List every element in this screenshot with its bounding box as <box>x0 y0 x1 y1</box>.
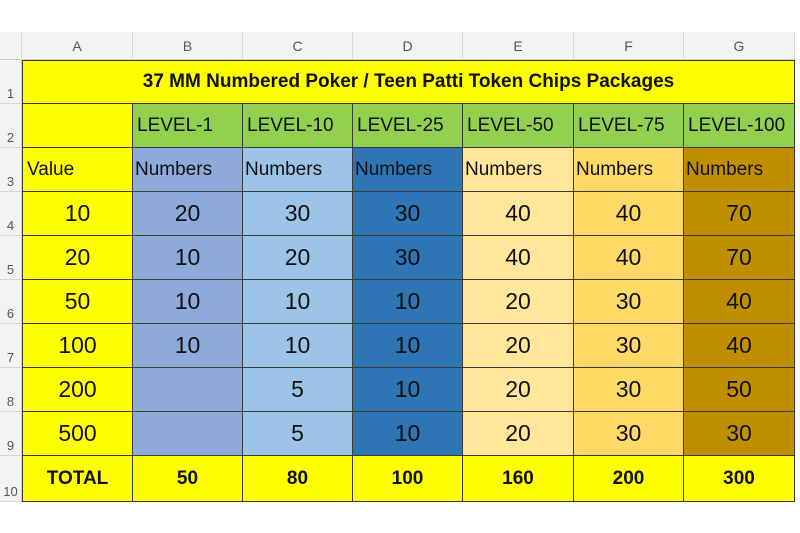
count-cell[interactable]: 10 <box>133 236 243 280</box>
value-cell[interactable]: 50 <box>22 280 133 324</box>
count-cell[interactable]: 10 <box>353 324 463 368</box>
row-header-2[interactable]: 2 <box>0 104 22 148</box>
level-header[interactable]: LEVEL-50 <box>463 104 574 148</box>
row-header-9[interactable]: 9 <box>0 412 22 456</box>
count-cell[interactable]: 20 <box>243 236 353 280</box>
row-header-3[interactable]: 3 <box>0 148 22 192</box>
row-header-1[interactable]: 1 <box>0 60 22 104</box>
column-header-e[interactable]: E <box>463 32 574 60</box>
count-cell[interactable]: 20 <box>463 412 574 456</box>
numbers-header[interactable]: Numbers <box>243 148 353 192</box>
spreadsheet <box>0 32 800 502</box>
column-header-f[interactable]: F <box>574 32 684 60</box>
count-cell[interactable]: 40 <box>463 192 574 236</box>
value-cell[interactable]: 500 <box>22 412 133 456</box>
column-header-g[interactable]: G <box>684 32 795 60</box>
count-cell[interactable]: 10 <box>353 412 463 456</box>
total-cell[interactable]: 300 <box>684 456 795 502</box>
count-cell[interactable]: 50 <box>684 368 795 412</box>
row-header-10[interactable]: 10 <box>0 456 22 502</box>
numbers-header[interactable]: Numbers <box>463 148 574 192</box>
count-cell[interactable]: 10 <box>353 368 463 412</box>
value-cell[interactable]: 100 <box>22 324 133 368</box>
column-header-a[interactable]: A <box>22 32 133 60</box>
count-cell[interactable]: 20 <box>463 368 574 412</box>
count-cell[interactable]: 30 <box>353 236 463 280</box>
count-cell[interactable]: 40 <box>574 236 684 280</box>
total-cell[interactable]: 50 <box>133 456 243 502</box>
count-cell[interactable]: 40 <box>463 236 574 280</box>
count-cell[interactable]: 30 <box>353 192 463 236</box>
value-cell[interactable]: 20 <box>22 236 133 280</box>
total-cell[interactable]: 160 <box>463 456 574 502</box>
count-cell[interactable]: 30 <box>684 412 795 456</box>
count-cell[interactable]: 10 <box>133 280 243 324</box>
column-header-b[interactable]: B <box>133 32 243 60</box>
count-cell[interactable]: 5 <box>243 412 353 456</box>
count-cell[interactable]: 40 <box>684 324 795 368</box>
row-header-5[interactable]: 5 <box>0 236 22 280</box>
numbers-header[interactable]: Numbers <box>353 148 463 192</box>
count-cell[interactable]: 20 <box>133 192 243 236</box>
level-header[interactable]: LEVEL-25 <box>353 104 463 148</box>
numbers-header[interactable]: Numbers <box>133 148 243 192</box>
count-cell[interactable]: 30 <box>243 192 353 236</box>
level-header[interactable]: LEVEL-1 <box>133 104 243 148</box>
row-header-7[interactable]: 7 <box>0 324 22 368</box>
row-header-8[interactable]: 8 <box>0 368 22 412</box>
numbers-header[interactable]: Numbers <box>684 148 795 192</box>
count-cell[interactable]: 30 <box>574 324 684 368</box>
row-header-6[interactable]: 6 <box>0 280 22 324</box>
column-header-d[interactable]: D <box>353 32 463 60</box>
count-cell[interactable]: 40 <box>684 280 795 324</box>
select-all-corner[interactable] <box>0 32 22 60</box>
count-cell[interactable]: 10 <box>353 280 463 324</box>
column-header-c[interactable]: C <box>243 32 353 60</box>
count-cell[interactable]: 30 <box>574 412 684 456</box>
count-cell[interactable] <box>133 412 243 456</box>
value-cell[interactable]: 10 <box>22 192 133 236</box>
value-cell[interactable]: 200 <box>22 368 133 412</box>
count-cell[interactable]: 40 <box>574 192 684 236</box>
level-header[interactable]: LEVEL-100 <box>684 104 795 148</box>
total-cell[interactable]: 80 <box>243 456 353 502</box>
total-label[interactable]: TOTAL <box>22 456 133 502</box>
count-cell[interactable]: 10 <box>243 324 353 368</box>
count-cell[interactable]: 30 <box>574 280 684 324</box>
numbers-header[interactable]: Numbers <box>574 148 684 192</box>
count-cell[interactable]: 20 <box>463 324 574 368</box>
count-cell[interactable]: 30 <box>574 368 684 412</box>
level-header[interactable]: LEVEL-10 <box>243 104 353 148</box>
count-cell[interactable]: 5 <box>243 368 353 412</box>
total-cell[interactable]: 200 <box>574 456 684 502</box>
level-header[interactable]: LEVEL-75 <box>574 104 684 148</box>
title-cell[interactable]: 37 MM Numbered Poker / Teen Patti Token Chips Packages <box>22 60 795 104</box>
value-header[interactable]: Value <box>22 148 133 192</box>
count-cell[interactable] <box>133 368 243 412</box>
count-cell[interactable]: 20 <box>463 280 574 324</box>
count-cell[interactable]: 70 <box>684 192 795 236</box>
count-cell[interactable]: 10 <box>133 324 243 368</box>
cell-a2[interactable] <box>22 104 133 148</box>
count-cell[interactable]: 10 <box>243 280 353 324</box>
row-header-4[interactable]: 4 <box>0 192 22 236</box>
total-cell[interactable]: 100 <box>353 456 463 502</box>
count-cell[interactable]: 70 <box>684 236 795 280</box>
